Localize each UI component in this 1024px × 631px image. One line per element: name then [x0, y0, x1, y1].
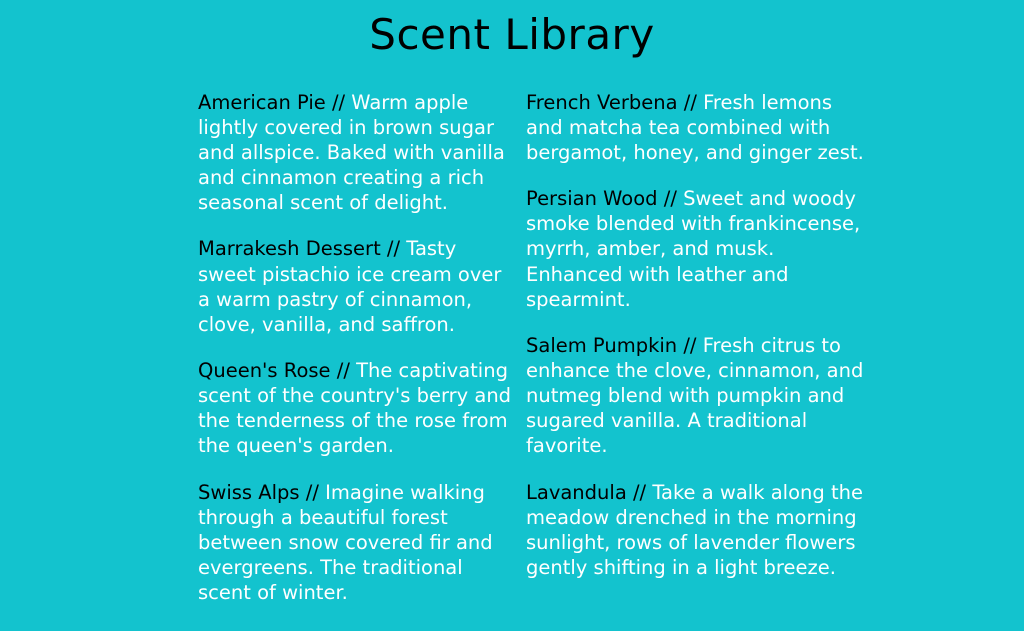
scent-separator: //: [336, 358, 350, 382]
scent-description: Warm apple lightly covered in brown sugar and allspice. Baked with vanilla and cinnamon creating a rich seasonal scent of delight.: [198, 90, 505, 215]
scent-column-right: [526, 70, 866, 626]
scent-description: Tasty sweet pistachio ice cream over a warm pastry of cinnamon, clove, vanilla, and saffron.: [198, 237, 502, 336]
scent-separator: //: [683, 90, 697, 114]
page-title: Scent Library: [369, 10, 655, 59]
scent-description: Sweet and woody smoke blended with frankincense, myrrh, amber, and musk. Enhanced with leather and spearmint.: [526, 187, 861, 311]
scent-separator: //: [632, 480, 647, 504]
scent-description: The captivating scent of the country's berry and the tenderness of the rose from the queen's garden.: [198, 358, 512, 458]
scent-name: Swiss Alps: [198, 480, 300, 504]
scent-columns: [0, 58, 1024, 626]
scent-entry: [198, 480, 518, 606]
scent-name: American Pie: [198, 90, 326, 114]
scent-name: Marrakesh Dessert: [198, 237, 381, 261]
scent-entry: [198, 90, 518, 216]
scent-entry: [526, 90, 866, 165]
scent-name: Queen's Rose: [198, 358, 331, 382]
scent-separator: //: [683, 333, 697, 357]
scent-description: Fresh citrus to enhance the clove, cinnamon, and nutmeg blend with pumpkin and sugared vanilla. A traditional favorite.: [526, 333, 864, 458]
scent-separator: //: [331, 90, 346, 114]
scent-description: Fresh lemons and matcha tea combined with bergamot, honey, and ginger zest.: [526, 90, 864, 164]
scent-name: Salem Pumpkin: [526, 333, 678, 357]
scent-description: Take a walk along the meadow drenched in the morning sunlight, rows of lavender flowers gently shifting in a light breeze.: [526, 480, 863, 579]
scent-entry: [526, 480, 866, 581]
scent-column-left: [198, 70, 518, 626]
scent-entry: [526, 333, 866, 459]
scent-separator: //: [386, 237, 401, 261]
scent-separator: //: [305, 480, 319, 504]
scent-name: Lavandula: [526, 480, 627, 504]
scent-entry: [526, 186, 866, 312]
scent-description: Imagine walking through a beautiful forest between snow covered fir and evergreens. The traditional scent of winter.: [198, 480, 493, 605]
scent-separator: //: [663, 187, 677, 211]
scent-name: French Verbena: [526, 90, 678, 114]
scent-name: Persian Wood: [526, 187, 658, 211]
scent-entry: [198, 358, 518, 459]
scent-entry: [198, 236, 518, 337]
